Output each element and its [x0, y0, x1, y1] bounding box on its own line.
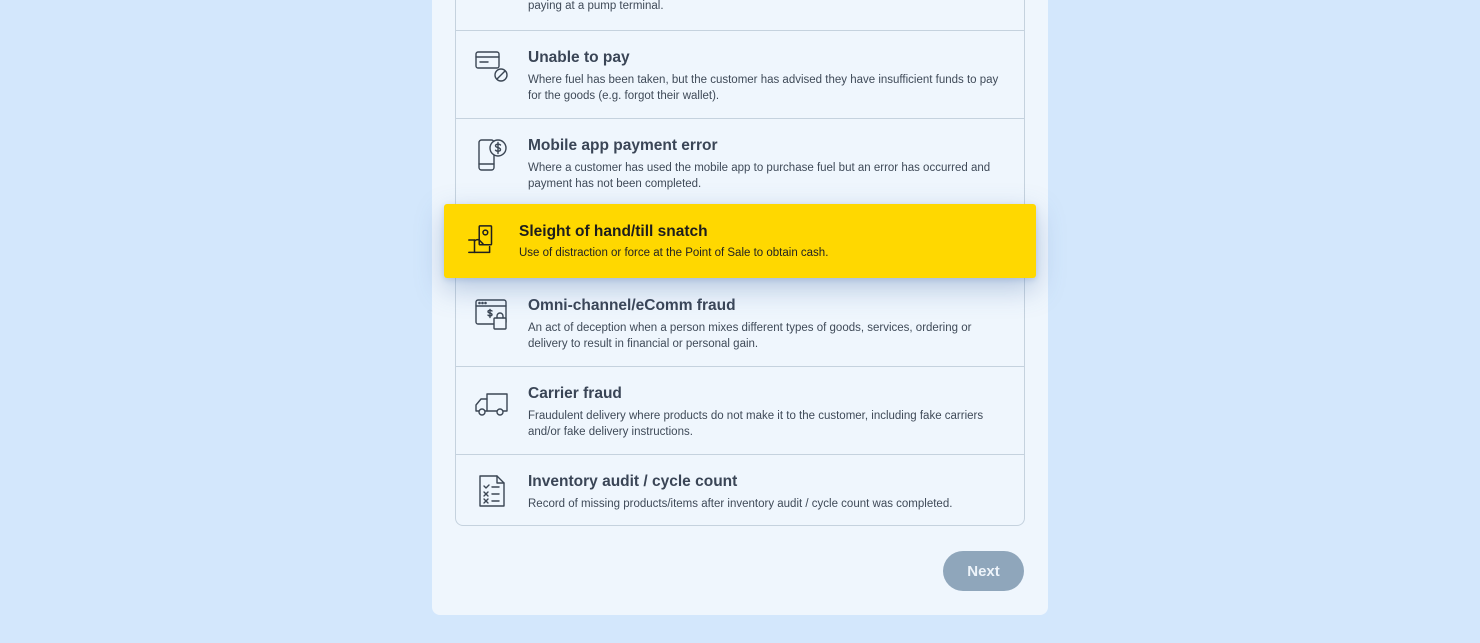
next-button[interactable]: Next: [943, 551, 1024, 591]
option-description: Where fuel has been taken, but the customer has advised they have insufficient funds to pay for the goods (e.g. forgot their wallet).: [528, 74, 999, 102]
option-omni-channel[interactable]: [456, 279, 1024, 367]
delivery-truck-icon: [474, 385, 510, 421]
option-title: Omni-channel/eComm fraud: [528, 297, 736, 314]
option-description: paying at a pump terminal.: [528, 0, 664, 12]
option-description: Fraudulent delivery where products do not make it to the customer, including fake carriers and/or fake delivery instructions.: [528, 410, 984, 438]
card-declined-icon: [474, 49, 510, 85]
option-title: Unable to pay: [528, 49, 630, 66]
option-title: Carrier fraud: [528, 385, 622, 402]
option-description: Record of missing products/items after inventory audit / cycle count was completed.: [528, 498, 953, 510]
mobile-payment-icon: [474, 137, 510, 173]
option-title: Sleight of hand/till snatch: [519, 223, 708, 240]
option-description: Where a customer has used the mobile app to purchase fuel but an error has occurred and payment has not been completed.: [528, 162, 991, 190]
option-pump-terminal[interactable]: [456, 0, 1024, 31]
option-inventory-audit[interactable]: [456, 455, 1024, 525]
option-carrier-fraud[interactable]: [456, 367, 1024, 455]
option-description: Use of distraction or force at the Point of Sale to obtain cash.: [519, 247, 829, 259]
option-title: Inventory audit / cycle count: [528, 473, 738, 490]
option-sleight-of-hand[interactable]: [444, 204, 1036, 278]
option-title: Mobile app payment error: [528, 137, 718, 154]
option-description: An act of deception when a person mixes different types of goods, services, ordering or delivery to result in financial or personal gain.: [528, 322, 972, 350]
option-mobile-app-payment-error[interactable]: [456, 119, 1024, 207]
hand-cash-icon: [466, 224, 500, 258]
ecommerce-icon: [474, 297, 510, 333]
option-unable-to-pay[interactable]: [456, 31, 1024, 119]
checklist-icon: [474, 473, 510, 509]
